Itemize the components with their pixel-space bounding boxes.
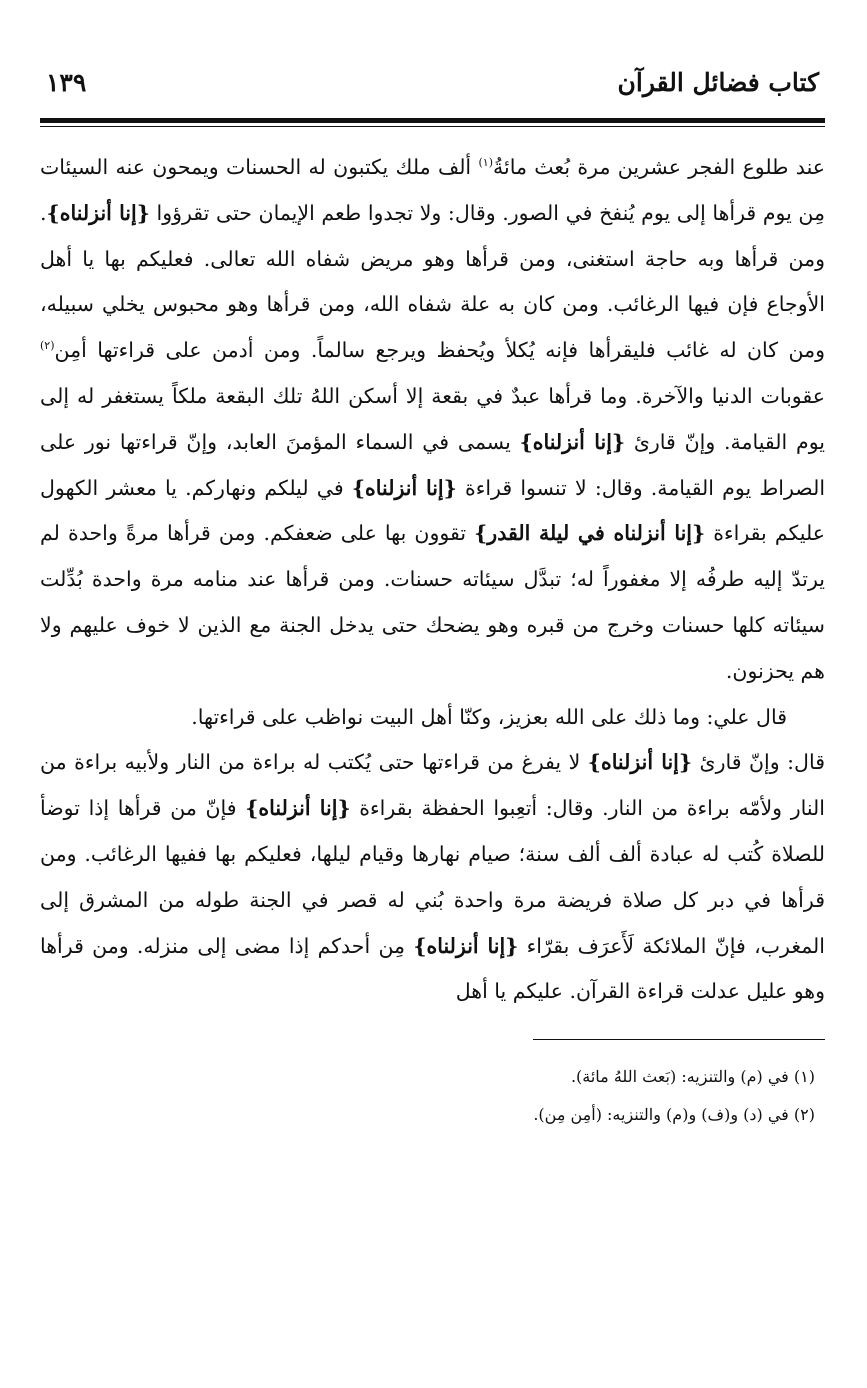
main-text (40, 145, 825, 1015)
footnotes (40, 1058, 825, 1134)
footnote-ref-2: (٢) (40, 339, 55, 353)
header-rule-thin (40, 126, 825, 127)
text-run: عند طلوع الفجر عشرين مرة بُعث مائةُ (493, 155, 825, 179)
text-run: يسمى في السماء المؤمنَ العابد، وإنّ قراءتها نور على الصراط يوم القيامة. وقال: لا تنسوا قراءة (40, 429, 826, 500)
footnote-1: (١) في (م) والتنزيه: (بَعث اللهُ مائة). (570, 1067, 815, 1087)
running-header (40, 62, 825, 106)
quran-quote: {إنا أنزلناه} (587, 750, 693, 775)
page-number: ١٣٩ (46, 68, 87, 97)
footnote-ref-1: (١) (478, 156, 494, 170)
text-run: فإنّ من قرأها إذا توضأ للصلاة كُتب له عبادة ألف ألف سنة؛ صيام نهارها وقيام ليلها، فعليكم بها ففيها الرغائب. ومن قرأها في دبر كل صلاة فريضة مرة واحدة بُني له قصر في الجنة طوله من المشرق إلى المغرب، فإنّ الملائكة لَأَعرَف بقرّاء (40, 796, 826, 958)
text-run: في ليلكم ونهاركم. يا معشر الكهول عليكم بقراءة (40, 475, 825, 546)
text-run: لا يفرغ من قراءتها حتى يُكتب له براءة من النار ولأبيه براءة من النار ولأمّه براءة من النار. وقال: أتعِبوا الحفظة بقراءة (40, 750, 825, 821)
text-run: قال: وإنّ قارئ (692, 750, 825, 775)
quran-quote: {إنا أنزلناه في ليلة القدر} (474, 521, 706, 546)
book-page (40, 62, 825, 1134)
text-run: عقوبات الدنيا والآخرة. وما قرأها عبدٌ في بقعة إلا أسكن اللهُ تلك البقعة ملكاً يستغفر له إلى يوم القيامة. وإنّ قارئ (40, 383, 825, 454)
quran-quote: {إنا أنزلناه} (413, 933, 519, 958)
text-run: مِن أحدكم إذا مضى إلى منزله. ومن قرأها وهو عليل عدلت قراءة القرآن. عليكم يا أهل (40, 933, 825, 1004)
quran-quote: {إنا أنزلناه} (519, 429, 626, 454)
text-run: ألف ملك يكتبون له الحسنات ويمحون عنه السيئات مِن يوم قرأها إلى يوم يُنفخ في الصور. وقال: ولا تجدوا طعم الإيمان حتى تقرؤوا (40, 155, 826, 225)
quran-quote: {إنا أنزلناه} (351, 475, 457, 500)
text-run: . ومن قرأها وبه حاجة استغنى، ومن قرأها وهو مريض شفاه الله تعالى. فعليكم بها يا أهل الأوجاع فإن فيها الرغائب. ومن كان به علة شفاه الله، ومن قرأها وهو محبوس يخلي سبيله، ومن كان له غائب فليقرأها فإنه يُكلأ ويُحفظ ويرجع سالماً. ومن أدمن على قراءتها أمِن (40, 200, 825, 363)
paragraph-1 (40, 145, 825, 695)
footnote-separator (533, 1039, 825, 1040)
header-rule (40, 118, 825, 123)
footnote-2: (٢) في (د) و(ف) و(م) والتنزيه: (أمِن مِن). (533, 1105, 815, 1125)
quran-quote: {إنا أنزلناه} (245, 796, 351, 821)
book-title: كتاب فضائل القرآن (617, 68, 819, 97)
paragraph-2: قال علي: وما ذلك على الله بعزيز، وكنّا أهل البيت نواظب على قراءتها. (191, 704, 787, 729)
paragraph-3 (40, 740, 825, 1015)
quran-quote: {إنا أنزلناه} (46, 200, 150, 225)
text-run: تقوون بها على ضعفكم. ومن قرأها مرةً واحدة لم يرتدّ إليه طرفُه إلا مغفوراً له؛ تبدَّل سيئاته حسنات. ومن قرأها عند منامه مرة واحدة بُدِّلت سيئاته كلها حسنات وخرج من قبره وهو يضحك حتى يدخل الجنة مع الذين لا خوف عليهم ولا هم يحزنون. (40, 521, 825, 683)
